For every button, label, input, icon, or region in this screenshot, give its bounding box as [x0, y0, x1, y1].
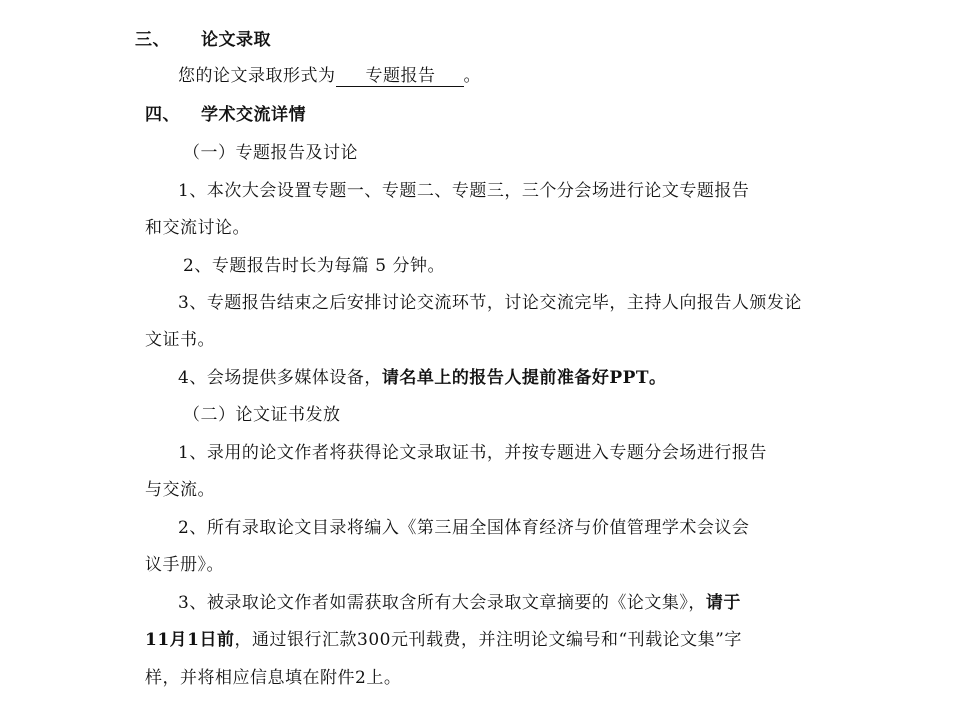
section-title: 学术交流详情: [201, 105, 306, 125]
text-segment: 。: [463, 66, 481, 86]
bold-text-segment: 11月1日前: [145, 630, 235, 650]
paragraph-line: [145, 628, 742, 652]
section-title: 论文录取: [201, 30, 271, 50]
paragraph-line: 1、本次大会设置专题一、专题二、专题三，三个分会场进行论文专题报告: [178, 181, 750, 201]
paragraph-line: 议手册》。: [145, 555, 224, 575]
section-number: 四、: [145, 105, 180, 125]
paragraph-line: 与交流。: [145, 480, 215, 500]
underlined-value: 专题报告: [336, 67, 464, 87]
paragraph-line: 1、录用的论文作者将获得论文录取证书，并按专题进入专题分会场进行报告: [178, 443, 767, 463]
text-segment: 3、被录取论文作者如需获取含所有大会录取文章摘要的《论文集》，: [178, 593, 706, 613]
bold-text-segment: 请于: [705, 593, 741, 613]
section-heading-3: [135, 28, 271, 52]
text-segment: 您的论文录取形式为: [178, 66, 336, 86]
section-heading-4: [145, 103, 306, 127]
subsection-heading-1: （一）专题报告及讨论: [183, 143, 358, 163]
paragraph-line: [178, 591, 741, 615]
paragraph-line: 和交流讨论。: [145, 218, 250, 238]
paragraph-line: 文证书。: [145, 330, 215, 350]
paragraph-line: 样，并将相应信息填在附件2上。: [145, 668, 402, 688]
paragraph-line: 3、专题报告结束之后安排讨论交流环节，讨论交流完毕，主持人向报告人颁发论: [178, 293, 802, 313]
paragraph-line: 2、所有录取论文目录将编入《第三届全国体育经济与价值管理学术会议会: [178, 518, 750, 538]
text-segment: 4、会场提供多媒体设备，: [178, 368, 382, 388]
paragraph-line: 2、专题报告时长为每篇 5 分钟。: [183, 256, 445, 276]
subsection-heading-2: （二）论文证书发放: [183, 405, 341, 425]
text-segment: ，通过银行汇款300元刊载费，并注明论文编号和“刊载论文集”字: [234, 630, 742, 650]
bold-text-segment: 请名单上的报告人提前准备好PPT。: [381, 368, 667, 388]
paragraph-acceptance-form: [178, 64, 481, 88]
section-number: 三、: [135, 30, 170, 50]
paragraph-line: [178, 366, 667, 390]
